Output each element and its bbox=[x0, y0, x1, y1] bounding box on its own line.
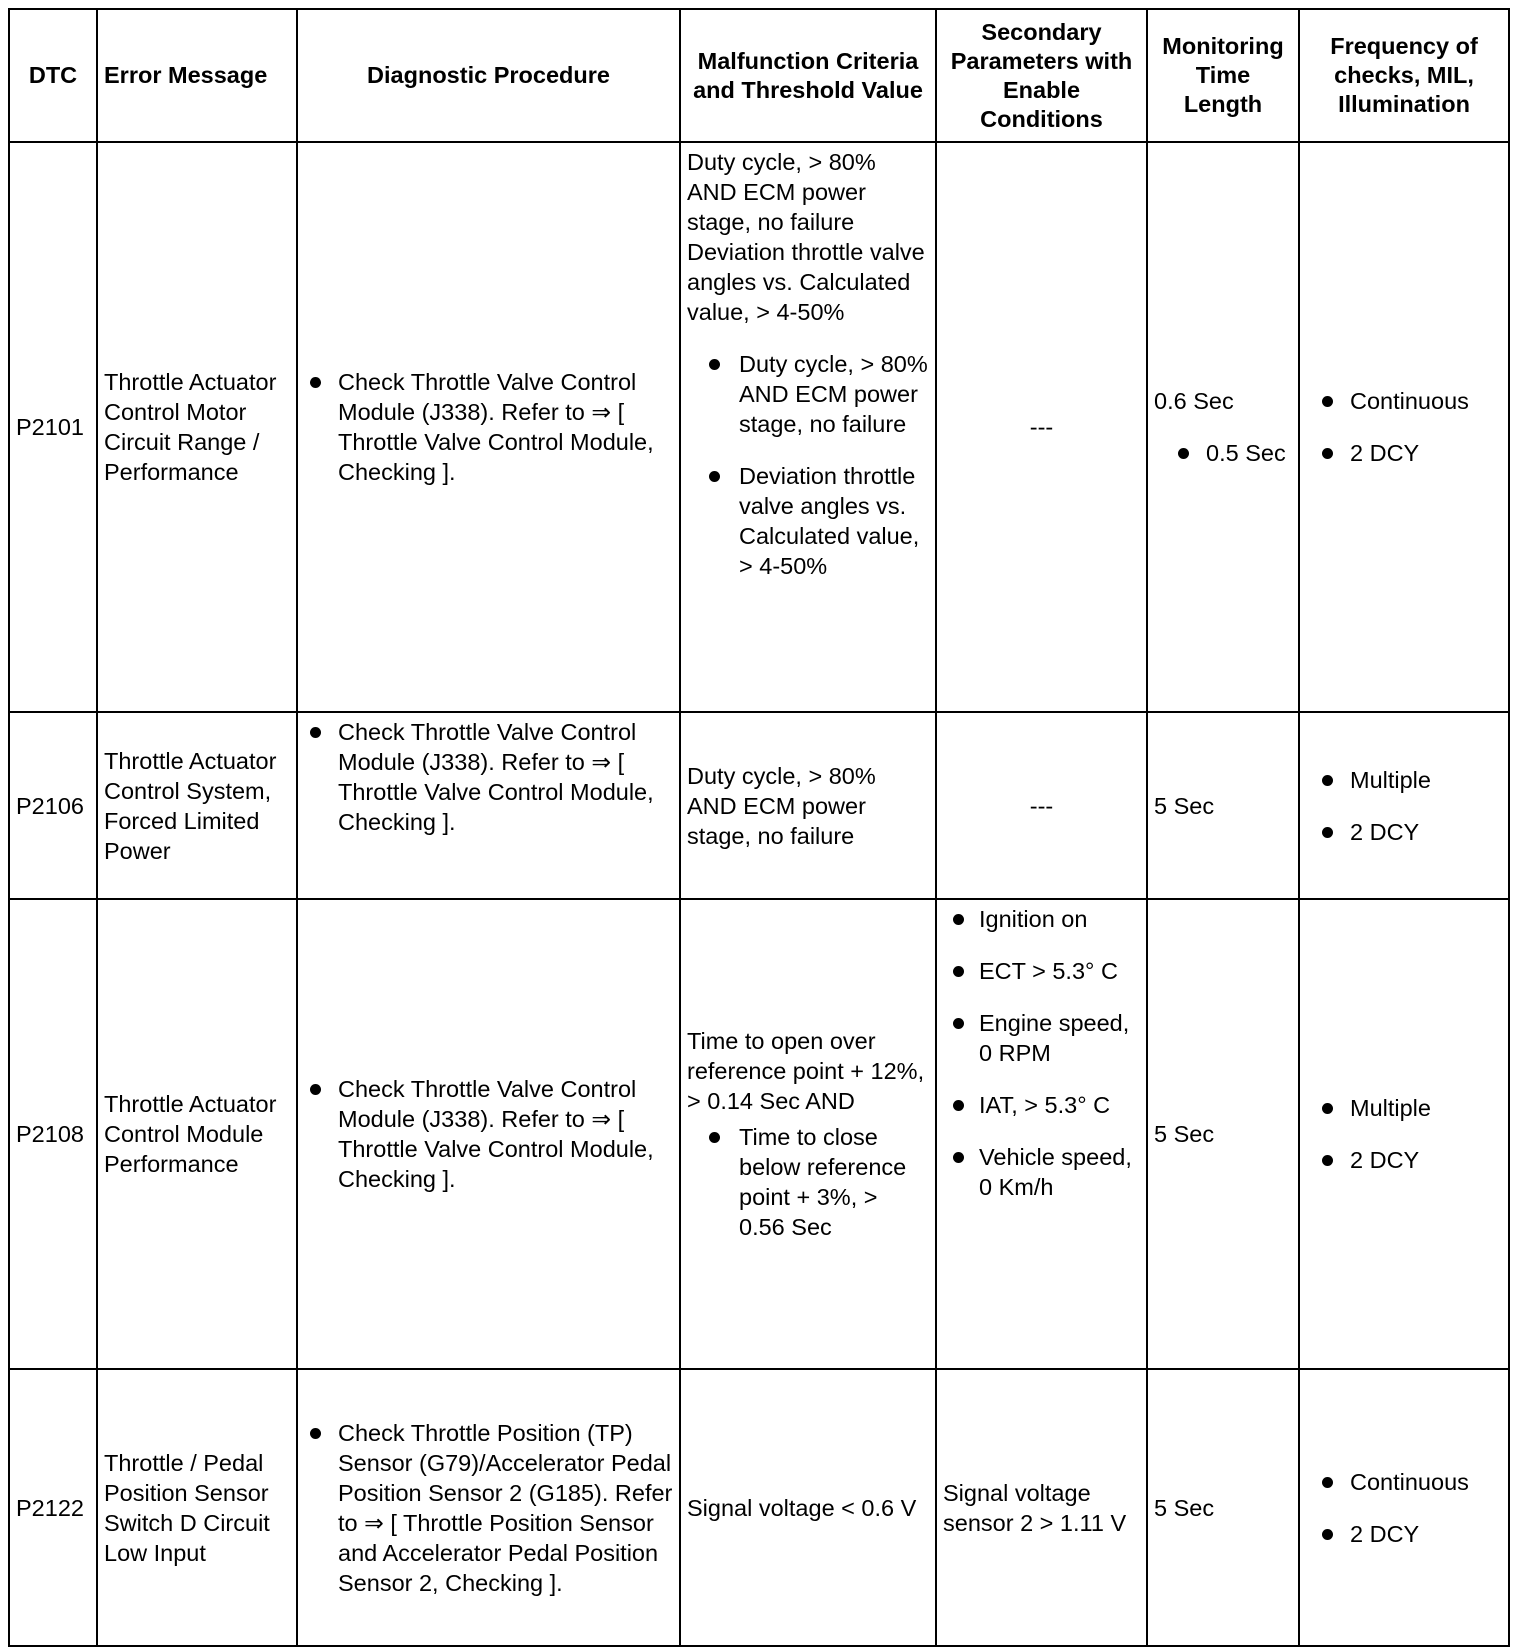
error-message: Throttle Actuator Control System, Forced Limited Power bbox=[97, 712, 297, 899]
frequency-item: Continuous bbox=[1306, 386, 1502, 416]
monitoring-time: 5 Sec bbox=[1147, 899, 1299, 1369]
error-message: Throttle / Pedal Position Sensor Switch D Circuit Low Input bbox=[97, 1369, 297, 1646]
procedure-item: Check Throttle Valve Control Module (J338). Refer to ⇒ [ Throttle Valve Control Module, Checking ]. bbox=[304, 367, 673, 487]
criteria-item: Deviation throttle valve angles vs. Calculated value, > 4-50% bbox=[703, 461, 929, 581]
dtc-code: P2108 bbox=[9, 899, 97, 1369]
table-row bbox=[9, 899, 1509, 1369]
diagnostic-procedure bbox=[297, 712, 680, 899]
monitoring-sub-item: 0.5 Sec bbox=[1172, 438, 1292, 468]
malfunction-criteria bbox=[680, 899, 936, 1369]
secondary-item: IAT, > 5.3° C bbox=[943, 1090, 1140, 1120]
criteria-item: Time to close below reference point + 3%, > 0.56 Sec bbox=[703, 1122, 929, 1242]
frequency-item: 2 DCY bbox=[1306, 1145, 1502, 1175]
dtc-table bbox=[8, 8, 1510, 1647]
header-frequency: Frequency of checks, MIL, Illumination bbox=[1299, 9, 1509, 142]
header-diagnostic-procedure: Diagnostic Procedure bbox=[297, 9, 680, 142]
secondary-parameters: --- bbox=[936, 142, 1147, 712]
secondary-item: Ignition on bbox=[943, 904, 1140, 934]
secondary-item: Engine speed, 0 RPM bbox=[943, 1008, 1140, 1068]
monitoring-time: 5 Sec bbox=[1147, 712, 1299, 899]
frequency-item: Continuous bbox=[1306, 1467, 1502, 1497]
diagnostic-procedure bbox=[297, 899, 680, 1369]
dtc-code: P2101 bbox=[9, 142, 97, 712]
diagnostic-procedure bbox=[297, 1369, 680, 1646]
procedure-item: Check Throttle Position (TP) Sensor (G79)/Accelerator Pedal Position Sensor 2 (G185). Refer to ⇒ [ Throttle Position Sensor and Accelerator Pedal Position Sensor 2, Checking ]. bbox=[304, 1418, 673, 1598]
header-secondary-parameters: Secondary Parameters with Enable Conditions bbox=[936, 9, 1147, 142]
frequency-item: 2 DCY bbox=[1306, 438, 1502, 468]
header-dtc: DTC bbox=[9, 9, 97, 142]
secondary-parameters: Signal voltage sensor 2 > 1.11 V bbox=[936, 1369, 1147, 1646]
procedure-item: Check Throttle Valve Control Module (J338). Refer to ⇒ [ Throttle Valve Control Module, Checking ]. bbox=[304, 1074, 673, 1194]
header-row bbox=[9, 9, 1509, 142]
monitoring-value: 0.6 Sec bbox=[1154, 388, 1234, 414]
error-message: Throttle Actuator Control Motor Circuit Range / Performance bbox=[97, 142, 297, 712]
dtc-code: P2122 bbox=[9, 1369, 97, 1646]
malfunction-criteria: Signal voltage < 0.6 V bbox=[680, 1369, 936, 1646]
header-malfunction-criteria: Malfunction Criteria and Threshold Value bbox=[680, 9, 936, 142]
frequency bbox=[1299, 142, 1509, 712]
frequency bbox=[1299, 899, 1509, 1369]
frequency bbox=[1299, 1369, 1509, 1646]
procedure-item: Check Throttle Valve Control Module (J338). Refer to ⇒ [ Throttle Valve Control Module, Checking ]. bbox=[304, 717, 673, 837]
diagnostic-procedure bbox=[297, 142, 680, 712]
secondary-item: Vehicle speed, 0 Km/h bbox=[943, 1142, 1140, 1202]
frequency-item: 2 DCY bbox=[1306, 817, 1502, 847]
header-monitoring-time: Monitoring Time Length bbox=[1147, 9, 1299, 142]
frequency-item: Multiple bbox=[1306, 1093, 1502, 1123]
error-message: Throttle Actuator Control Module Performance bbox=[97, 899, 297, 1369]
secondary-item: ECT > 5.3° C bbox=[943, 956, 1140, 986]
secondary-parameters: --- bbox=[936, 712, 1147, 899]
criteria-text: Time to open over reference point + 12%, > 0.14 Sec AND bbox=[687, 1028, 925, 1114]
malfunction-criteria bbox=[680, 142, 936, 712]
criteria-item: Duty cycle, > 80% AND ECM power stage, no failure bbox=[703, 349, 929, 439]
secondary-parameters bbox=[936, 899, 1147, 1369]
header-error-message: Error Message bbox=[97, 9, 297, 142]
criteria-text: Duty cycle, > 80% AND ECM power stage, no failure Deviation throttle valve angles vs. Calculated value, > 4-50% bbox=[687, 149, 925, 325]
frequency-item: Multiple bbox=[1306, 765, 1502, 795]
table-row bbox=[9, 1369, 1509, 1646]
table-row bbox=[9, 712, 1509, 899]
table-row bbox=[9, 142, 1509, 712]
frequency bbox=[1299, 712, 1509, 899]
dtc-code: P2106 bbox=[9, 712, 97, 899]
monitoring-time bbox=[1147, 142, 1299, 712]
malfunction-criteria: Duty cycle, > 80% AND ECM power stage, no failure bbox=[680, 712, 936, 899]
frequency-item: 2 DCY bbox=[1306, 1519, 1502, 1549]
monitoring-time: 5 Sec bbox=[1147, 1369, 1299, 1646]
